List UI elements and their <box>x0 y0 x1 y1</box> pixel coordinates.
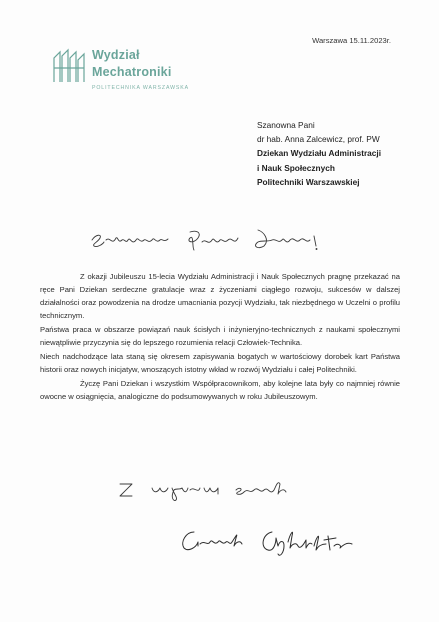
body-paragraph-1: Z okazji Jubileuszu 15-lecia Wydziału Administracji i Nauk Społecznych pragnę przekazać na ręce Pani Dziekan serdeczne gratulacje wraz z życzeniami ciągłego rozwoju, sukcesów w dalszej działalności oraz powodzenia na drodze umacniania pozycji Wydziału, tak niezbędnego w Uczelni o profilu technicznym. <box>40 272 400 320</box>
body-paragraph-2: Państwa praca w obszarze powiązań nauk ścisłych i inżynieryjno-technicznych z naukami społecznymi niewątpliwie przyczynia się do lepszego rozumienia relacji Człowiek-Technika. <box>40 325 400 347</box>
body-paragraph-4: Życzę Pani Dziekan i wszystkim Współpracownikom, aby kolejne lata były co najmniej równie owocne w osiągnięcia, analogiczne do podsumowywanych w roku Jubileuszowym. <box>40 379 400 401</box>
addressee-institution: Politechniki Warszawskiej <box>257 176 360 187</box>
addressee-block <box>257 118 381 189</box>
addressee-role-line2: i Nauk Społecznych <box>257 162 335 173</box>
handwritten-closing <box>118 476 298 502</box>
letter-date: Warszawa 15.11.2023r. <box>312 36 391 45</box>
handwritten-greeting <box>88 222 338 252</box>
letterhead-title-line1: Wydział <box>92 48 140 62</box>
letterhead-title-line2: Mechatroniki <box>92 65 172 79</box>
body-paragraph-3: Niech nadchodzące lata staną się okresem zapisywania bogatych w wartościowy dorobek kart Państwa historii oraz nowych inicjatyw, wnoszących istotny wkład w rozwój Wydziału i całej Politechniki. <box>40 352 400 374</box>
handwritten-signature <box>180 522 360 562</box>
faculty-logo-icon <box>52 48 88 84</box>
addressee-name: dr hab. Anna Zalcewicz, prof. PW <box>257 134 380 145</box>
addressee-salutation: Szanowna Pani <box>257 120 315 130</box>
letterhead-logo <box>52 46 212 96</box>
addressee-role-line1: Dziekan Wydziału Administracji <box>257 148 382 159</box>
letterhead-subtitle: POLITECHNIKA WARSZAWSKA <box>92 85 189 91</box>
letter-body <box>40 270 400 403</box>
